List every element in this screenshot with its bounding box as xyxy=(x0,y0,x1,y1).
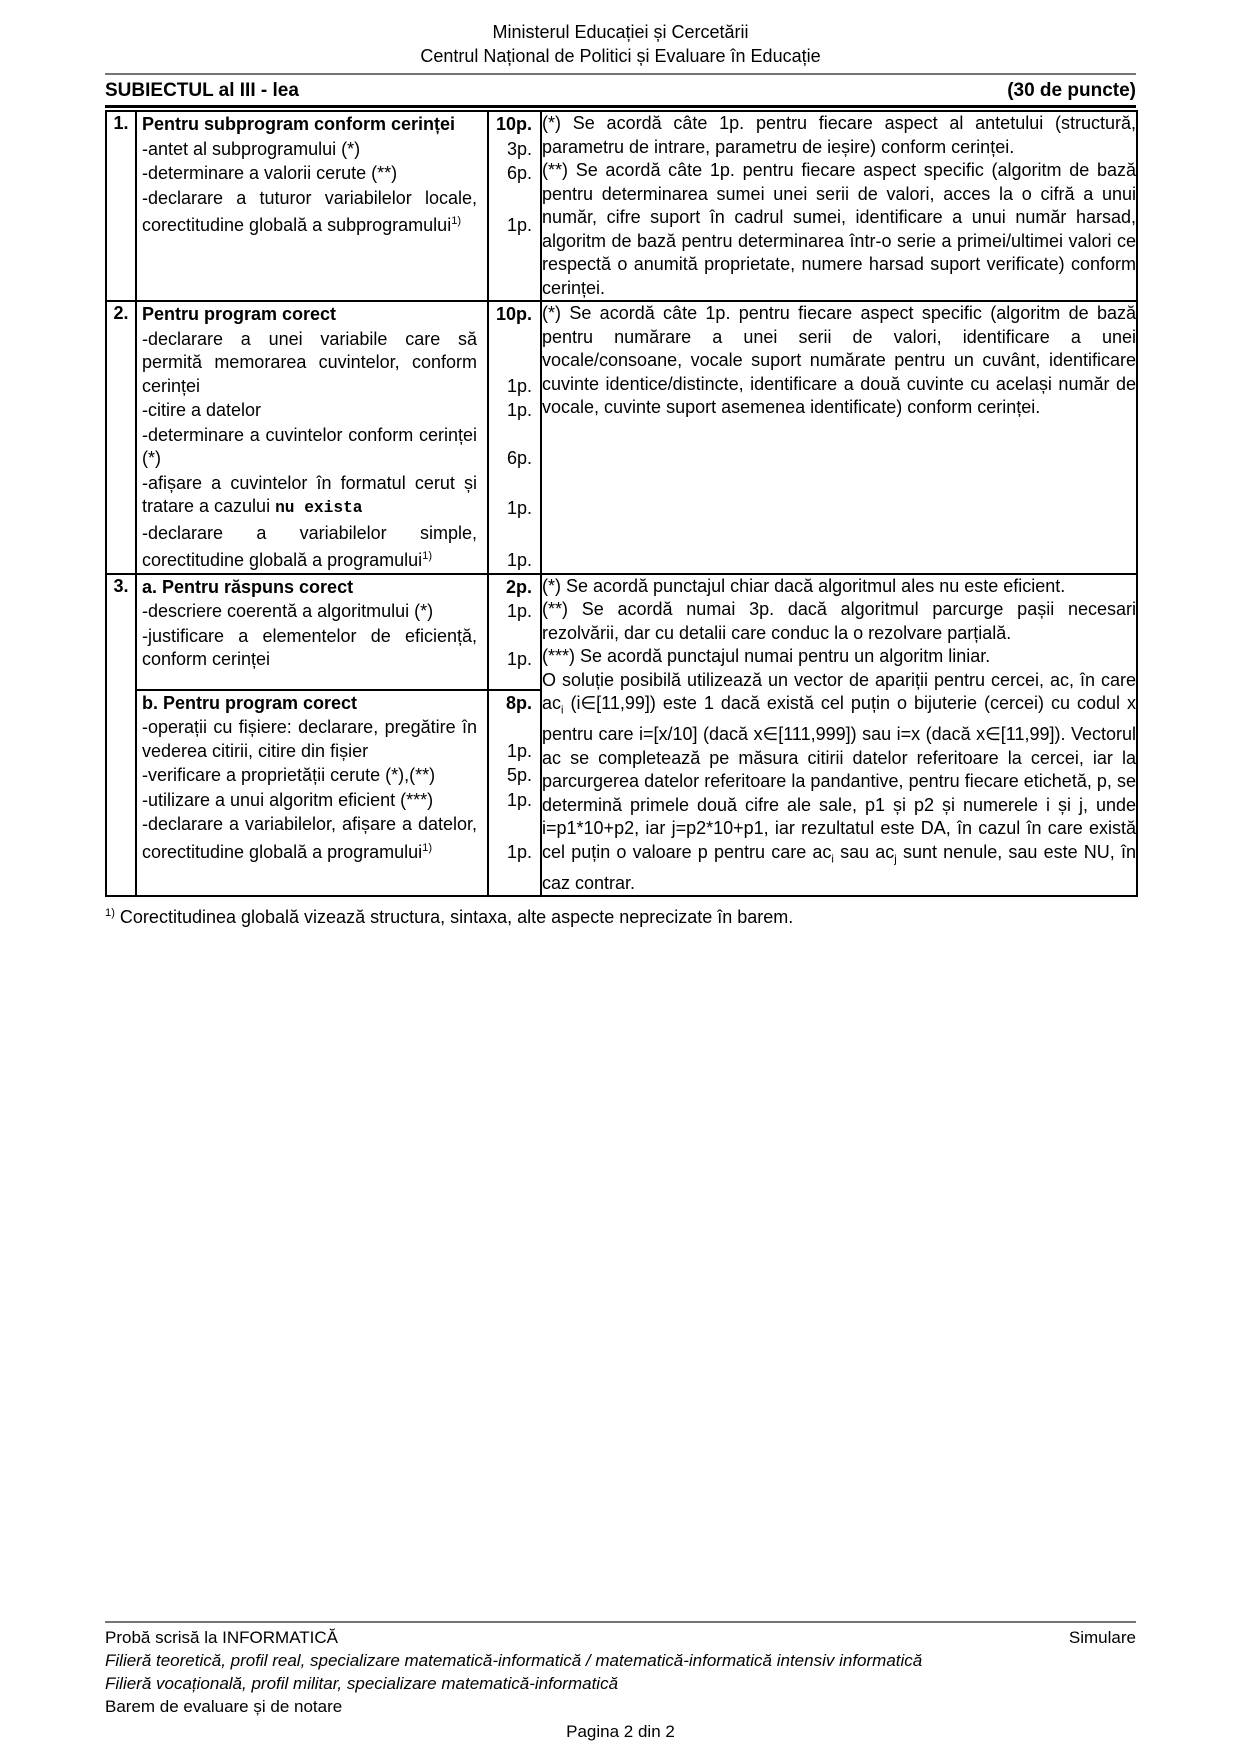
rubric-item-text: -declarare a unei variabile care să permită memorarea cuvintelor, conform cerinței xyxy=(142,328,477,396)
rubric-item-text: Pentru subprogram conform cerinței xyxy=(142,114,456,134)
points-value: 1p. xyxy=(506,550,532,570)
rubric-item-text: -utilizare a unui algoritm eficient (***) xyxy=(142,789,434,810)
rubric-item-text: -operații cu fișiere: declarare, pregătire în vederea citirii, citire din fișier xyxy=(142,717,477,761)
explanation-paragraph: (*) Se acordă câte 1p. pentru fiecare aspect specific (algoritm de bază pentru numărare a unei serii de valori, identificare a unei vocale/consoane, vocale suport numărate pentru un cuvânt, identificare cuvinte identice/distincte, identificare a două cuvinte cu același număr de vocale, cuvinte suport asemenea identificate) conform cerinței. xyxy=(542,303,1136,417)
points-value: 1p. xyxy=(506,649,532,669)
points-value: 3p. xyxy=(506,138,532,159)
rubric-item xyxy=(137,691,540,716)
rubric-item-text: Pentru program corect xyxy=(142,304,337,324)
row-number: 2. xyxy=(106,301,136,574)
rubric-item-text: -afișare a cuvintelor în formatul cerut și tratare a cazului nu exista xyxy=(142,472,477,517)
footer-profile-1: Filieră teoretică, profil real, specializare matematică-informatică / matematică-informatică intensiv informatică xyxy=(105,1651,923,1670)
criteria-cell-a xyxy=(136,574,541,690)
rubric-item xyxy=(137,763,540,788)
points-value: 10p. xyxy=(495,304,532,324)
rubric-item-text: a. Pentru răspuns corect xyxy=(142,576,354,597)
rubric-item xyxy=(137,398,540,423)
row-number: 3. xyxy=(106,574,136,897)
rubric-item-text: -declarare a variabilelor, afișare a datelor, corectitudine globală a programului$^{1)}$ xyxy=(142,814,477,862)
points-value: 1p. xyxy=(506,601,532,621)
explanation-paragraph: O soluție posibilă utilizează un vector de apariții pentru cercei, ac, în care $ac_i$ (i∈[11,99]) este 1 dacă există cel puțin o bijuterie (cercei) cu codul x pentru care i=[x/10] (dacă x∈[111,999]) sau i=x (dacă x∈[11,99]). Vectorul ac se completează pe măsura citirii datelor referitoare la cercei, iar la parcurgerea datelor referitoare la pandantive, pentru fiecare etichetă, p, se determină primele două cifre ale sale, p1 și p2 și numerele i și j, unde i=p1*10+p2, iar j=p2*10+p1, iar rezultatul este DA, în cazul în care există cel puțin o valoare p pentru care $ac_i$ sau $ac_j$ sunt nenule, sau este NU, în caz contrar. xyxy=(542,669,1136,893)
points-value: 6p. xyxy=(506,448,532,468)
points-value: 1p. xyxy=(506,215,532,235)
criteria-cell-b xyxy=(136,690,541,896)
points-value: 1p. xyxy=(506,740,532,761)
rubric-item xyxy=(137,186,540,238)
rubric-item xyxy=(137,575,540,600)
rubric-item-text: -antet al subprogramului (*) xyxy=(142,138,361,159)
rubric-row-1 xyxy=(106,111,1137,301)
rubric-item-text: -citire a datelor xyxy=(142,400,262,420)
ministry-header xyxy=(105,20,1136,75)
rubric-item-text: -declarare a tuturor variabilelor locale, corectitudine globală a subprogramului$^{1)}$ xyxy=(142,187,477,235)
rubric-item-text: -descriere coerentă a algoritmului (*) xyxy=(142,601,434,621)
points-value: 6p. xyxy=(506,163,532,183)
ministry-name: Ministerul Educației și Cercetării xyxy=(492,22,749,42)
explanation-cell xyxy=(541,574,1137,897)
points-value: 1p. xyxy=(506,400,532,420)
points-value: 1p. xyxy=(506,841,532,862)
explanation-paragraph: (*) Se acordă câte 1p. pentru fiecare aspect al antetului (structură, parametru de intrare, parametru de ieșire) conform cerinței. xyxy=(542,113,1136,157)
subject-heading xyxy=(105,75,1136,108)
center-name: Centrul Național de Politici și Evaluare în Educație xyxy=(420,46,821,66)
rubric-item xyxy=(137,599,540,624)
rubric-item xyxy=(137,521,540,573)
explanation-cell xyxy=(541,111,1137,301)
page-number: Pagina 2 din 2 xyxy=(566,1722,675,1741)
rubric-item-text: -determinare a valorii cerute (**) xyxy=(142,163,398,183)
rubric-item-text: -justificare a elementelor de eficiență, conform cerinței xyxy=(142,625,477,669)
page-footer xyxy=(105,1621,1136,1743)
rubric-item-text: -determinare a cuvintelor conform cerinței (*) xyxy=(142,424,477,468)
footer-exam-line xyxy=(105,1626,1136,1649)
subject-points: (30 de puncte) xyxy=(1007,80,1136,101)
rubric-item xyxy=(137,715,540,763)
rubric-item xyxy=(137,327,540,399)
session-label: Simulare xyxy=(1068,1628,1136,1647)
rubric-item xyxy=(137,788,540,813)
rubric-item xyxy=(137,137,540,162)
rubric-item xyxy=(137,161,540,186)
rubric-row-2 xyxy=(106,301,1137,574)
footer-profile-2: Filieră vocațională, profil militar, specializare matematică-informatică xyxy=(105,1674,619,1693)
points-value: 2p. xyxy=(505,576,532,597)
criteria-cell xyxy=(136,301,541,574)
rubric-item xyxy=(137,423,540,471)
footer-doc-type: Barem de evaluare și de notare xyxy=(105,1697,343,1716)
explanation-paragraph: (***) Se acordă punctajul numai pentru un algoritm liniar. xyxy=(542,646,991,666)
rubric-item-text: b. Pentru program corect xyxy=(142,692,358,713)
footnote: $^{1)}$ Corectitudinea globală vizează structura, sintaxa, alte aspecte neprecizate în barem. xyxy=(105,907,794,928)
criteria-cell xyxy=(136,111,541,301)
points-value: 8p. xyxy=(505,692,532,713)
rubric-item xyxy=(137,624,540,672)
points-value: 1p. xyxy=(506,498,532,518)
rubric-item xyxy=(137,471,540,521)
blank-space xyxy=(105,929,1136,1621)
rubric-item xyxy=(137,812,540,864)
exam-name: Probă scrisă la INFORMATICĂ xyxy=(105,1628,339,1647)
rubric-item xyxy=(137,302,540,327)
points-value: 5p. xyxy=(506,765,532,786)
points-value: 1p. xyxy=(506,375,532,396)
points-value: 10p. xyxy=(495,114,532,134)
explanation-paragraph: (*) Se acordă punctajul chiar dacă algoritmul ales nu este eficient. xyxy=(542,575,1066,596)
subject-title: SUBIECTUL al III - lea xyxy=(105,80,299,101)
points-value: 1p. xyxy=(506,789,532,810)
rubric-row-3a xyxy=(106,574,1137,690)
rubric-item-text: -verificare a proprietății cerute (*),(**) xyxy=(142,765,436,786)
grading-rubric-table xyxy=(105,110,1138,897)
rubric-item-text: -declarare a variabilelor simple, corectitudine globală a programului$^{1)}$ xyxy=(142,522,477,570)
explanation-cell xyxy=(541,301,1137,574)
explanation-paragraph: (**) Se acordă câte 1p. pentru fiecare aspect specific (algoritm de bază pentru determinarea sumei unei serii de valori, acces la o cifră a unui număr, cifre suport în cadrul sumei, identificare a unui număr harsad, algoritm de bază pentru determinarea într-o serie a primei/ultimei valori ce respectă o anumită proprietate, numere harsad suport verificate) conform cerinței. xyxy=(542,160,1136,298)
row-number: 1. xyxy=(106,111,136,301)
explanation-paragraph: (**) Se acordă numai 3p. dacă algoritmul parcurge pașii necesari rezolvării, dar cu detalii care conduc la o rezolvare parțială. xyxy=(542,599,1136,643)
rubric-item xyxy=(137,112,540,137)
